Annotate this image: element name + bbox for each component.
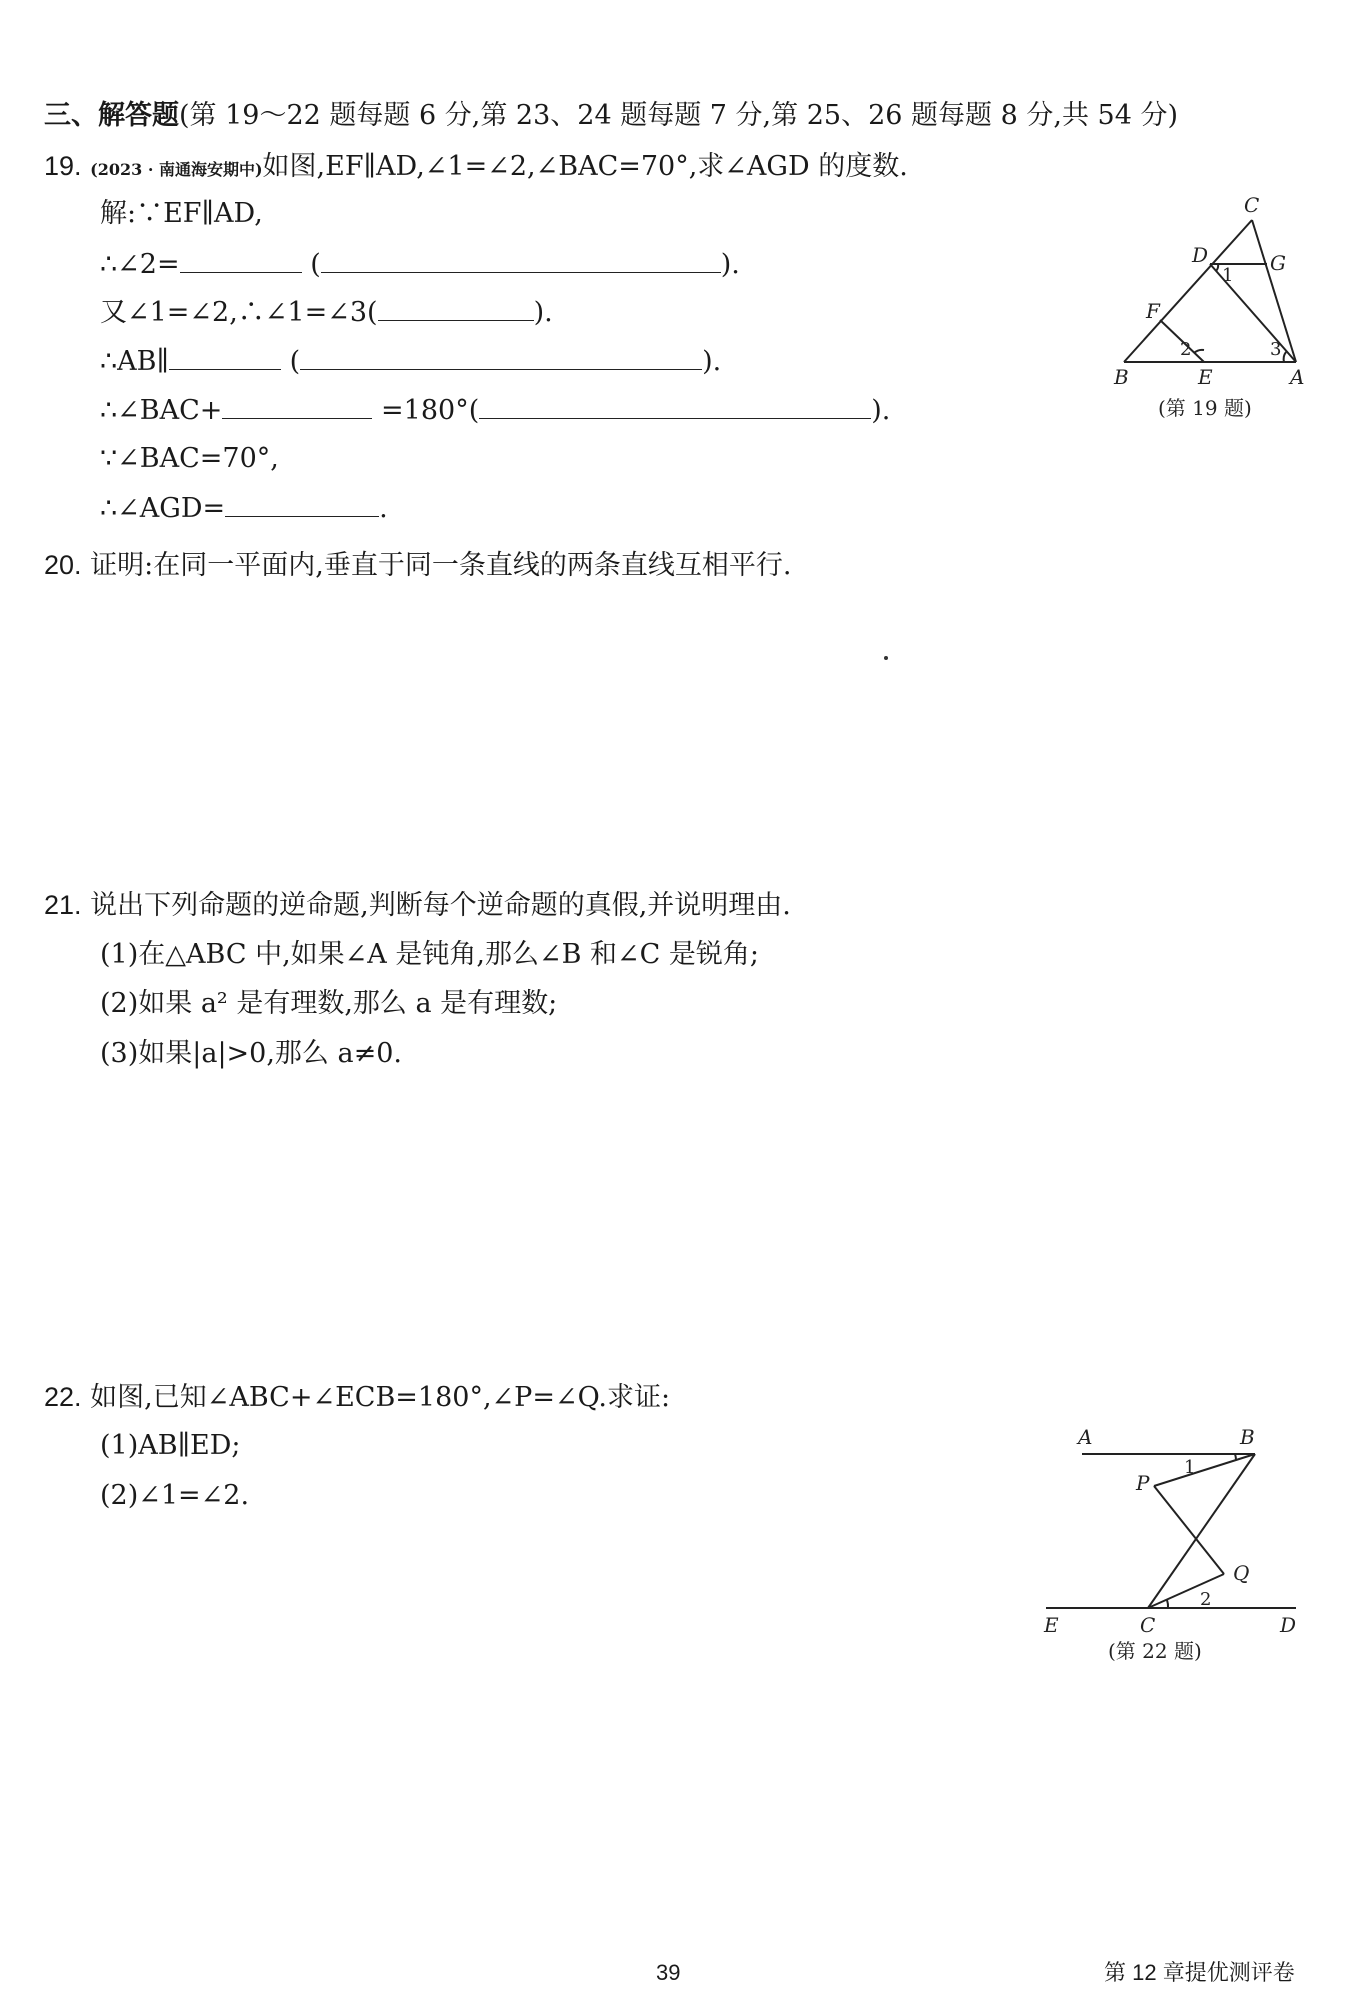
q19-line-4 [100, 343, 721, 380]
q20-number: 20. [44, 550, 82, 580]
q22-text: 如图,已知∠ABC+∠ECB=180°,∠P=∠Q.求证: [90, 1382, 671, 1413]
segment-bp [1154, 1454, 1255, 1486]
q19-line-7-text: ∴∠AGD= [100, 493, 226, 524]
q19-line-2-text: ∴∠2= [100, 249, 180, 280]
q22-line [44, 1379, 670, 1416]
q19-line-4-paren: ( [289, 346, 301, 377]
q22-figure-caption: (第 22 题) [1108, 1639, 1202, 1663]
reason-blank[interactable] [378, 294, 534, 321]
angle-3-arc [1284, 352, 1286, 362]
q19-line-3-close: ). [533, 297, 553, 328]
angle-1-arc [1235, 1454, 1236, 1460]
label-angle-3: 3 [1270, 339, 1282, 360]
label-p: P [1136, 1471, 1150, 1495]
label-e: E [1198, 365, 1213, 389]
label-d: D [1192, 243, 1209, 267]
q21-number: 21. [44, 890, 82, 920]
reason-blank[interactable] [300, 343, 702, 370]
q19-line-7 [100, 490, 388, 527]
q21-item-1: (1)在△ABC 中,如果∠A 是钝角,那么∠B 和∠C 是锐角; [100, 939, 759, 970]
q21-item-2: (2)如果 a² 是有理数,那么 a 是有理数; [100, 988, 558, 1019]
section-scoring: (第 19～22 题每题 6 分,第 23、24 题每题 7 分,第 25、26 题每题 8 分,共 54 分) [179, 100, 1178, 131]
chapter-label: 第 12 章提优测评卷 [1104, 1960, 1295, 1985]
label-angle-1: 1 [1222, 265, 1234, 286]
segment-pq [1154, 1486, 1224, 1574]
reason-blank[interactable] [321, 246, 721, 273]
page-number: 39 [656, 1960, 681, 1985]
label-angle-2: 2 [1200, 1589, 1212, 1610]
q19-line-6: ∵∠BAC=70°, [100, 443, 279, 474]
q19-line-4-text: ∴AB∥ [100, 346, 169, 377]
q19-line-5 [100, 392, 890, 429]
answer-blank[interactable] [169, 343, 281, 370]
q21-line [44, 887, 791, 924]
label-b: B [1240, 1425, 1255, 1449]
section-header [44, 98, 1178, 134]
q22-item-2: (2)∠1=∠2. [100, 1480, 250, 1511]
label-c: C [1244, 193, 1260, 217]
answer-blank[interactable] [180, 246, 302, 273]
q19-line-7-period: . [379, 493, 388, 524]
q19-line-1: 解:∵EF∥AD, [100, 198, 263, 229]
label-angle-1: 1 [1184, 1457, 1196, 1478]
label-q: Q [1233, 1561, 1250, 1585]
angle-1-arc [1216, 264, 1218, 271]
q19-line-2 [100, 246, 740, 283]
label-b: B [1114, 365, 1129, 389]
q19-figure [1100, 190, 1320, 430]
q21-item-3: (3)如果|a|>0,那么 a≠0. [100, 1038, 402, 1069]
q22-number: 22. [44, 1382, 82, 1412]
q19-line-4-close: ). [702, 346, 722, 377]
section-title: 三、解答题 [44, 100, 179, 131]
angle-2-arc [1167, 1600, 1168, 1608]
label-d: D [1280, 1613, 1297, 1637]
label-a: A [1078, 1425, 1093, 1449]
label-g: G [1270, 251, 1286, 275]
q19-stem-line [44, 148, 908, 188]
q19-line-2-paren: ( [310, 249, 321, 280]
q19-stem: 如图,EF∥AD,∠1=∠2,∠BAC=70°,求∠AGD 的度数. [262, 151, 908, 182]
label-a: A [1290, 365, 1305, 389]
q19-line-5-text: ∴∠BAC+ [100, 395, 223, 426]
stray-dot [884, 656, 888, 660]
q19-number: 19. [44, 151, 82, 181]
q21-text: 说出下列命题的逆命题,判断每个逆命题的真假,并说明理由. [90, 890, 791, 921]
answer-blank[interactable] [222, 392, 372, 419]
label-angle-2: 2 [1180, 339, 1192, 360]
label-e: E [1044, 1613, 1059, 1637]
label-c: C [1140, 1613, 1156, 1637]
q22-figure [1040, 1420, 1300, 1670]
q19-figure-caption: (第 19 题) [1158, 396, 1252, 420]
q19-line-2-close: ). [720, 249, 740, 280]
label-f: F [1146, 299, 1160, 323]
q22-item-1: (1)AB∥ED; [100, 1430, 241, 1461]
q20-line [44, 547, 791, 584]
answer-blank[interactable] [225, 490, 379, 517]
q19-line-3 [100, 294, 553, 331]
angle-2-arc [1194, 350, 1204, 353]
reason-blank[interactable] [479, 392, 871, 419]
q19-line-5-eq: =180°( [381, 395, 480, 426]
q19-line-3-text: 又∠1=∠2,∴∠1=∠3( [100, 297, 378, 328]
q20-text: 证明:在同一平面内,垂直于同一条直线的两条直线互相平行. [90, 550, 792, 581]
q19-line-5-close: ). [871, 395, 891, 426]
q19-source: (2023 · 南通海安期中) [90, 160, 263, 179]
